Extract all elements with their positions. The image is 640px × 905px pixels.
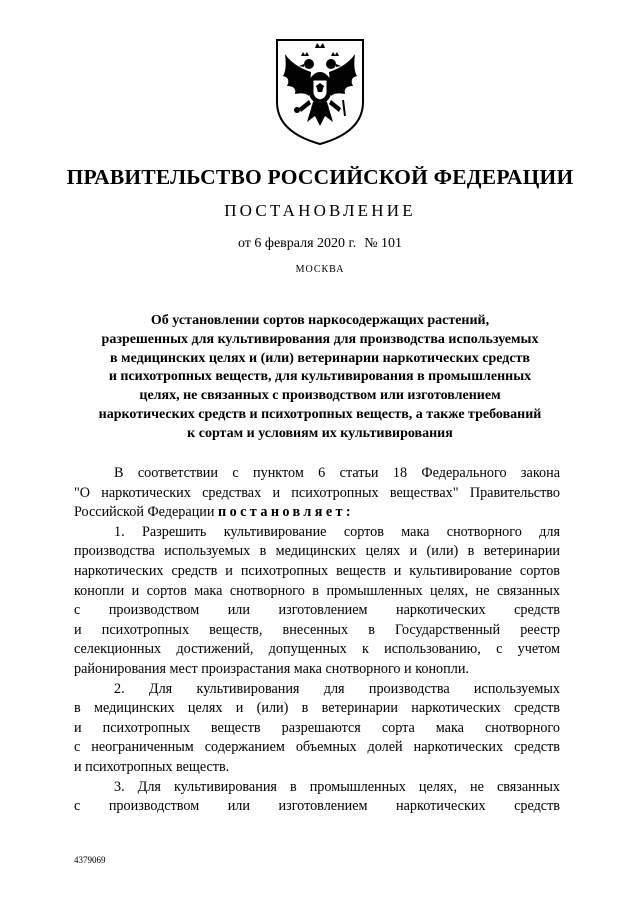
body-line: 2. Для культивирования для производства используемых <box>114 680 560 697</box>
body-line: конопли и сортов мака снотворного в промышленных целях, не связанных <box>74 582 560 599</box>
government-title: ПРАВИТЕЛЬСТВО РОССИЙСКОЙ ФЕДЕРАЦИИ <box>66 165 574 189</box>
heading-line: разрешенных для культивирования для производства используемых <box>101 331 539 347</box>
document-number: № 101 <box>364 236 403 251</box>
coat-of-arms-emblem-icon <box>271 36 369 146</box>
body-line <box>74 503 560 523</box>
body-line: производства используемых в медицинских целях и (или) в ветеринарии <box>74 543 560 560</box>
body-line: и психотропных веществ, внесенных в Государственный реестр <box>74 621 560 638</box>
body-line: и психотропных веществ разрешаются сорта мака снотворного <box>74 719 560 736</box>
body-line: с производством или изготовлением наркотических средств <box>74 798 560 815</box>
body-line: селекционных достижений, допущенных к использованию, с учетом <box>74 641 560 658</box>
body-line: и психотропных веществ. <box>74 758 230 775</box>
heading-line: Об установлении сортов наркосодержащих растений, <box>150 313 490 328</box>
issue-city: МОСКВА <box>295 264 345 275</box>
document-code: 4379069 <box>74 855 106 865</box>
document-type: ПОСТАНОВЛЕНИЕ <box>224 201 416 220</box>
decrees-word: постановляет: <box>218 504 355 521</box>
heading-line: целях, не связанных с производством или изготовлением <box>139 388 501 404</box>
body-line: наркотических средств и психотропных веществ и культивирование сортов <box>74 562 560 579</box>
document-date: от 6 февраля 2020 г. <box>237 236 357 251</box>
document-date-line <box>0 236 640 252</box>
heading-line: и психотропных веществ, для культивирования в промышленных <box>108 369 532 385</box>
body-line: районирования мест произрастания мака снотворного и конопли. <box>74 660 469 677</box>
body-line: с неограниченным содержанием объемных долей наркотических средств <box>74 739 560 756</box>
document-body <box>74 464 560 817</box>
body-line: 1. Разрешить культивирование сортов мака снотворного для <box>114 523 560 540</box>
body-line: 3. Для культивирования в промышленных целях, не связанных <box>114 778 560 795</box>
body-line: с производством или изготовлением наркотических средств <box>74 602 560 619</box>
body-line: "О наркотических средствах и психотропных веществах" Правительство <box>74 484 560 501</box>
heading-line: к сортам и условиям их культивирования <box>187 425 453 441</box>
heading-line: наркотических средств и психотропных веществ, а также требований <box>98 406 542 422</box>
heading-line: в медицинских целях и (или) ветеринарии наркотических средств <box>110 350 530 366</box>
body-line: в медицинских целях и (или) в ветеринарии наркотических средств <box>74 700 560 717</box>
intro-prefix: Российской Федерации <box>74 504 219 521</box>
document-heading <box>80 312 560 444</box>
body-line: В соответствии с пунктом 6 статьи 18 Федерального закона <box>114 465 560 481</box>
